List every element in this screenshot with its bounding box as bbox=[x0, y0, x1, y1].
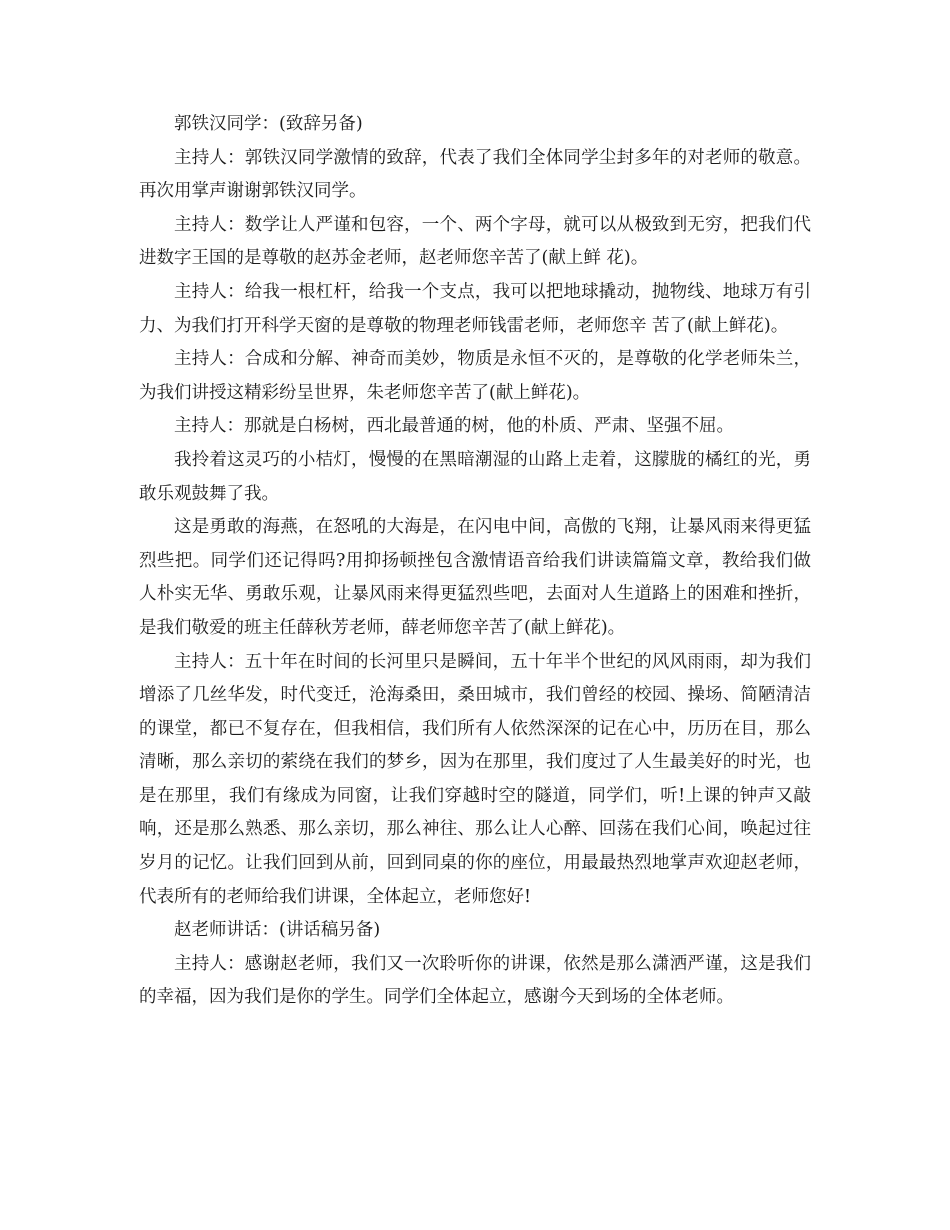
paragraph: 主持人：五十年在时间的长河里只是瞬间，五十年半个世纪的风风雨雨，却为我们增添了几丝华发，时代变迁，沧海桑田，桑田城市，我们曾经的校园、操场、简陋清洁的课堂，都已不复存在，但我相信，我们所有人依然深深的记在心中，历历在目，那么清晰，那么亲切的萦绕在我们的梦乡，因为在那里，我们度过了人生最美好的时光，也是在那里，我们有缘成为同窗，让我们穿越时空的隧道，同学们，听!上课的钟声又敲响，还是那么熟悉、那么亲切，那么神往、那么让人心醉、回荡在我们心间，唤起过往岁月的记忆。让我们回到从前，回到同桌的你的座位，用最最热烈地掌声欢迎赵老师，代表所有的老师给我们讲课，全体起立，老师您好! bbox=[139, 651, 811, 907]
document-body bbox=[139, 108, 811, 1015]
paragraph: 主持人：感谢赵老师，我们又一次聆听你的讲课，依然是那么潇洒严谨，这是我们的幸福，因为我们是你的学生。同学们全体起立，感谢今天到场的全体老师。 bbox=[139, 953, 811, 1008]
paragraph: 郭铁汉同学：(致辞另备) bbox=[174, 114, 363, 134]
paragraph: 主持人：给我一根杠杆，给我一个支点，我可以把地球撬动，抛物线、地球万有引力、为我们打开科学天窗的是尊敬的物理老师钱雷老师，老师您辛 苦了(献上鲜花)。 bbox=[139, 281, 811, 336]
paragraph: 赵老师讲话：(讲话稿另备) bbox=[174, 920, 381, 941]
paragraph: 主持人：合成和分解、神奇而美妙，物质是永恒不灭的，是尊敬的化学老师朱兰，为我们讲授这精彩纷呈世界，朱老师您辛苦了(献上鲜花)。 bbox=[139, 349, 811, 403]
paragraph: 主持人：那就是白杨树，西北最普通的树，他的朴质、严肃、坚强不屈。 bbox=[174, 416, 734, 437]
paragraph: 我拎着这灵巧的小桔灯，慢慢的在黑暗潮湿的山路上走着，这朦胧的橘红的光，勇敢乐观鼓舞了我。 bbox=[139, 449, 811, 504]
paragraph: 主持人：郭铁汉同学激情的致辞，代表了我们全体同学尘封多年的对老师的敬意。再次用掌声谢谢郭铁汉同学。 bbox=[139, 147, 811, 202]
paragraph: 主持人：数学让人严谨和包容，一个、两个字母，就可以从极致到无穷，把我们代进数字王国的是尊敬的赵苏金老师，赵老师您辛苦了(献上鲜 花)。 bbox=[139, 214, 811, 269]
paragraph: 这是勇敢的海燕，在怒吼的大海是，在闪电中间，高傲的飞翔，让暴风雨来得更猛烈些把。同学们还记得吗?用抑扬顿挫包含激情语音给我们讲读篇篇文章，教给我们做人朴实无华、勇敢乐观，让暴风雨来得更猛烈些吧，去面对人生道路上的困难和挫折，是我们敬爱的班主任薛秋芳老师，薛老师您辛苦了(献上鲜花)。 bbox=[139, 517, 811, 638]
